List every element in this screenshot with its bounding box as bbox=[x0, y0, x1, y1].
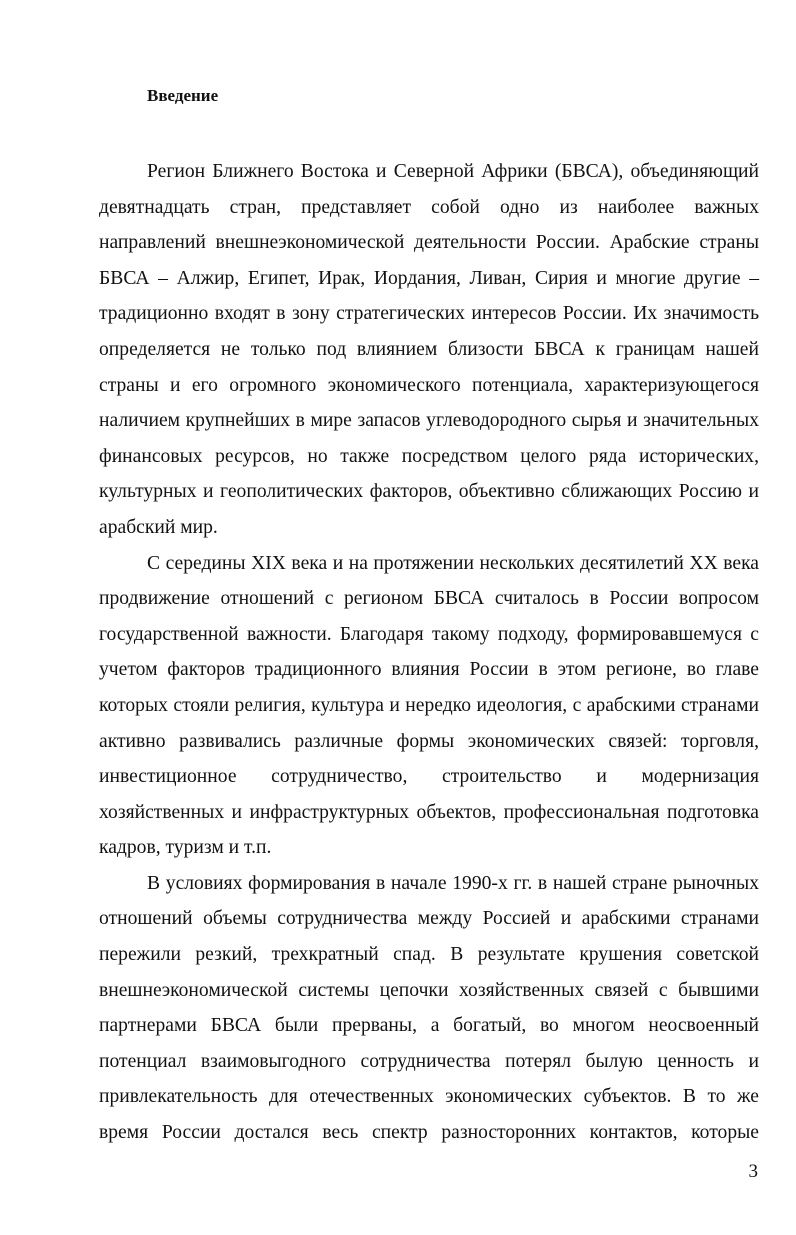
section-heading: Введение bbox=[147, 86, 219, 105]
page-number: 3 bbox=[748, 1161, 758, 1182]
paragraph-1: Регион Ближнего Востока и Северной Африки (БВСА), объединяющий девятнадцать стран, представляет собой одно из наиболее важных направлений внешнеэкономической деятельности России. Арабские страны БВСА – Алжир, Египет, Ирак, Иордания, Ливан, Сирия и многие другие – традиционно входят в зону стратегических интересов России. Их значимость определяется не только под влиянием близости БВСА к границам нашей страны и его огромного экономического потенциала, характеризующегося наличием крупнейших в мире запасов углеводородного сырья и значительных финансовых ресурсов, но также посредством целого ряда исторических, культурных и геополитических факторов, объективно сближающих Россию и арабский мир. bbox=[99, 161, 759, 538]
paragraph-2: С середины XIX века и на протяжении нескольких десятилетий XX века продвижение отношений с регионом БВСА считалось в России вопросом государственной важности. Благодаря такому подходу, формировавшемуся с учетом факторов традиционного влияния России в этом регионе, во главе которых стояли религия, культура и нередко идеология, с арабскими странами активно развивались различные формы экономических связей: торговля, инвестиционное сотрудничество, строительство и модернизация хозяйственных и инфраструктурных объектов, профессиональная подготовка кадров, туризм и т.п. bbox=[99, 552, 759, 859]
body-text bbox=[99, 154, 759, 1151]
paragraph-3: В условиях формирования в начале 1990-х гг. в нашей стране рыночных отношений объемы сотрудничества между Россией и арабскими странами пережили резкий, трехкратный спад. В результате крушения советской внешнеэкономической системы цепочки хозяйственных связей с бывшими партнерами БВСА были прерваны, а богатый, во многом неосвоенный потенциал взаимовыгодного сотрудничества потерял былую ценность и привлекательность для отечественных экономических субъектов. В то же время России достался весь спектр разносторонних контактов, которые bbox=[99, 872, 759, 1144]
